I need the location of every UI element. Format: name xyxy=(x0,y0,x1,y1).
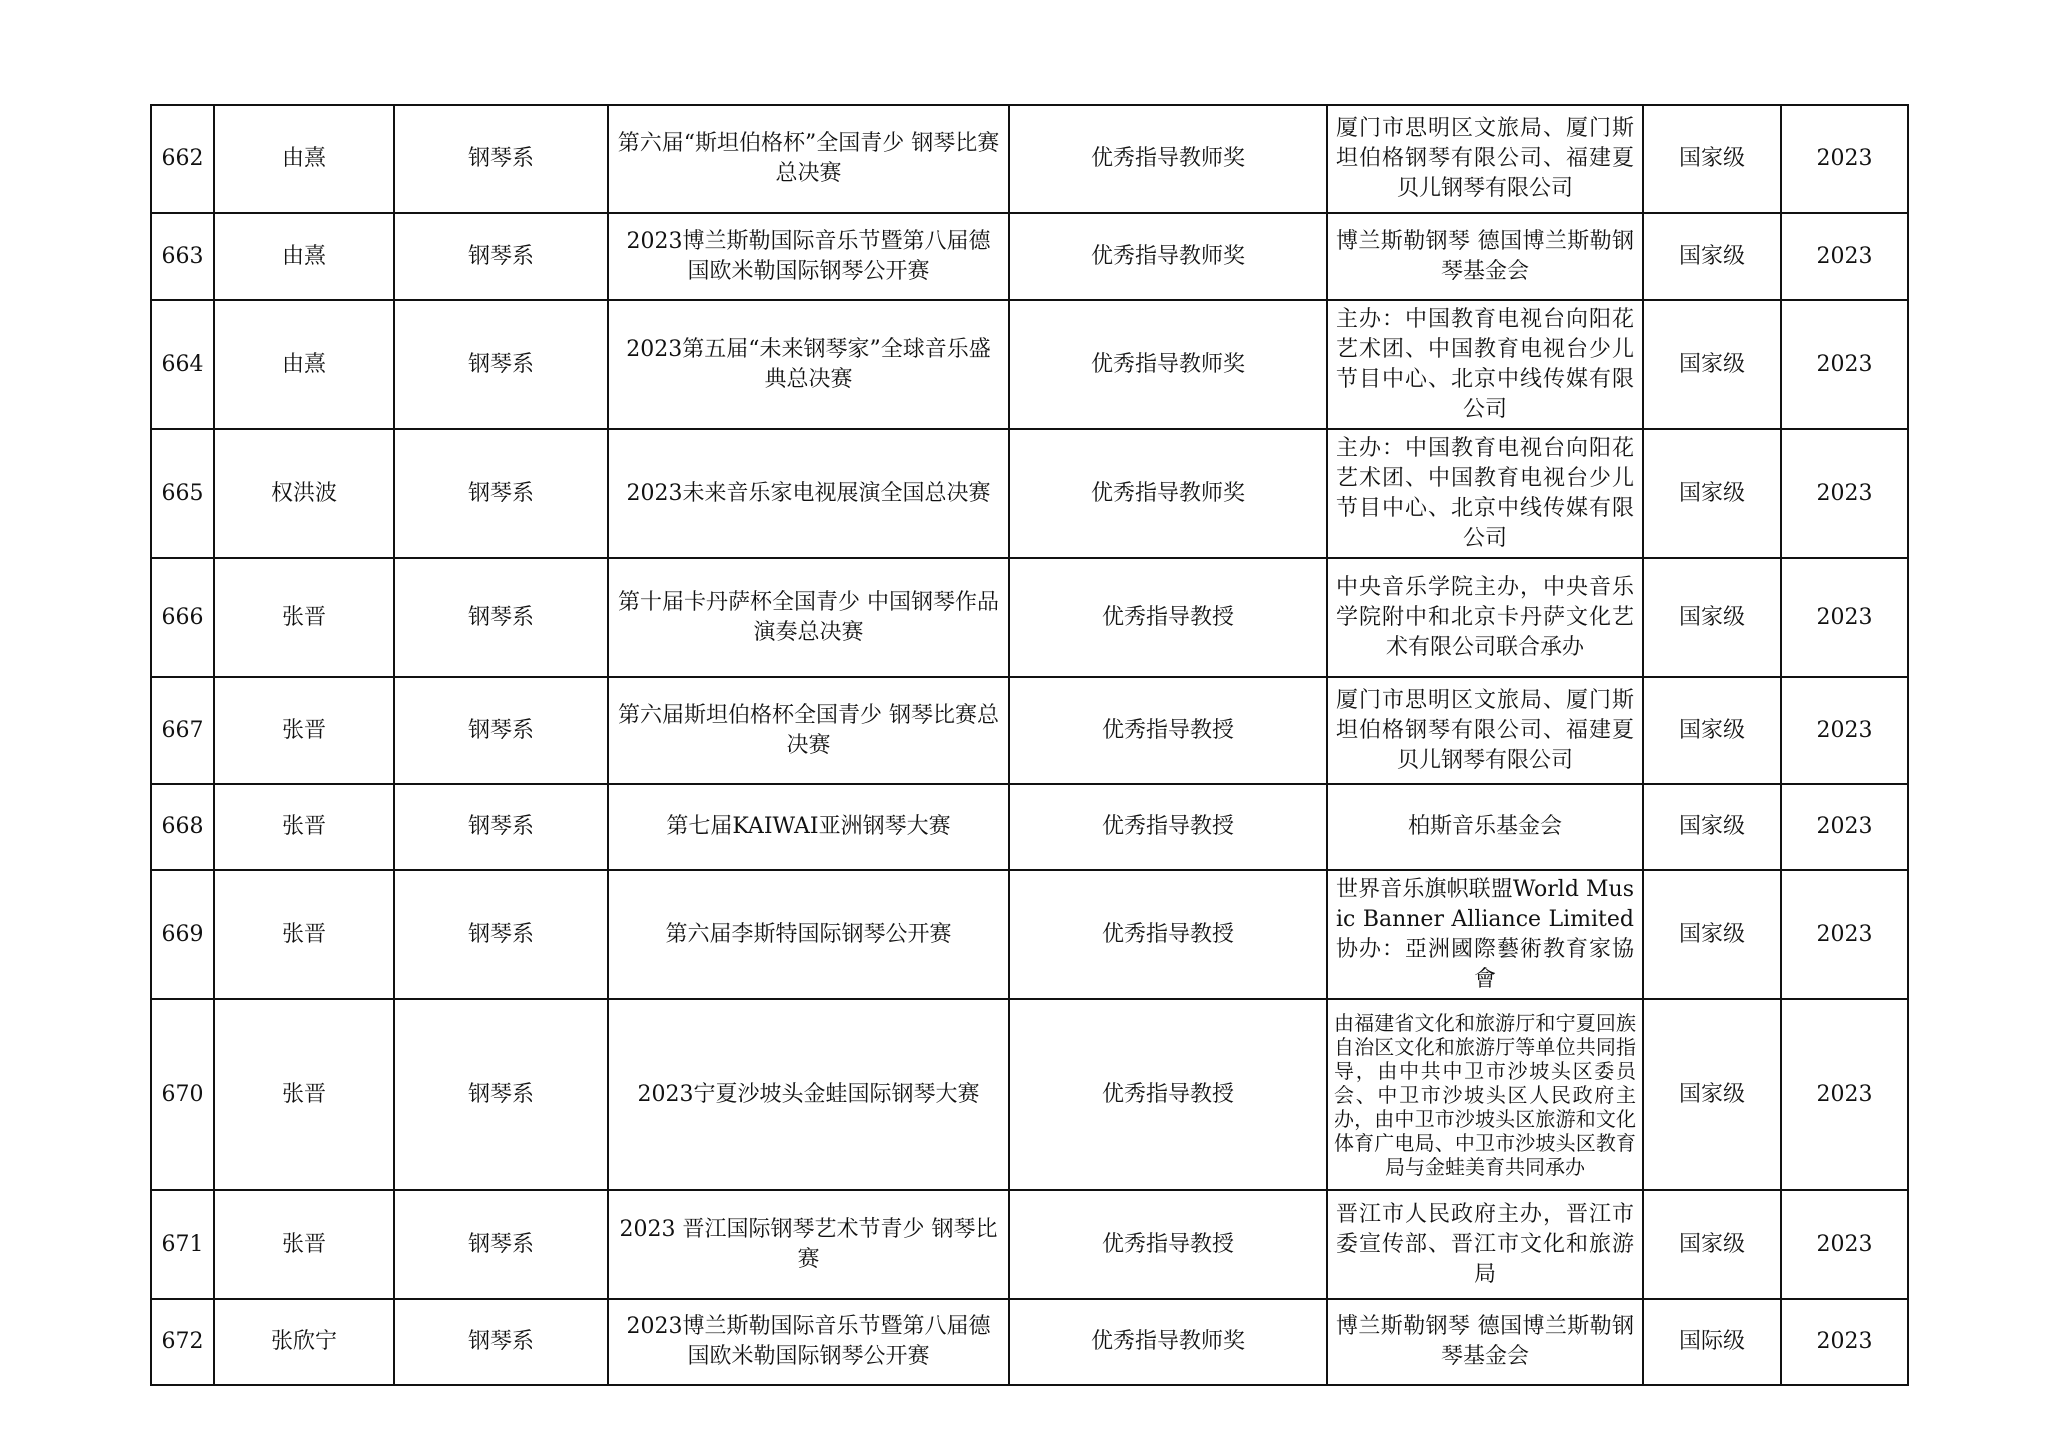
cell-level: 国家级 xyxy=(1643,558,1781,677)
cell-award: 优秀指导教师奖 xyxy=(1009,429,1327,558)
cell-award: 优秀指导教授 xyxy=(1009,1190,1327,1299)
cell-level: 国家级 xyxy=(1643,300,1781,429)
table-row xyxy=(151,784,1908,870)
cell-level: 国家级 xyxy=(1643,677,1781,784)
cell-name: 权洪波 xyxy=(214,429,394,558)
table-row xyxy=(151,105,1908,213)
cell-award: 优秀指导教授 xyxy=(1009,870,1327,999)
cell-dept: 钢琴系 xyxy=(394,558,608,677)
cell-competition: 第六届李斯特国际钢琴公开赛 xyxy=(608,870,1009,999)
cell-level: 国家级 xyxy=(1643,213,1781,300)
table-row xyxy=(151,1299,1908,1385)
cell-name: 由熹 xyxy=(214,105,394,213)
cell-competition: 第六届“斯坦伯格杯”全国青少 钢琴比赛总决赛 xyxy=(608,105,1009,213)
cell-year: 2023 xyxy=(1781,300,1908,429)
cell-no: 671 xyxy=(151,1190,214,1299)
table-row xyxy=(151,870,1908,999)
cell-no: 664 xyxy=(151,300,214,429)
cell-award: 优秀指导教师奖 xyxy=(1009,1299,1327,1385)
cell-year: 2023 xyxy=(1781,105,1908,213)
cell-dept: 钢琴系 xyxy=(394,784,608,870)
cell-year: 2023 xyxy=(1781,870,1908,999)
cell-level: 国家级 xyxy=(1643,105,1781,213)
cell-organizer: 博兰斯勒钢琴 德国博兰斯勒钢琴基金会 xyxy=(1327,213,1643,300)
table-row xyxy=(151,1190,1908,1299)
cell-name: 张欣宁 xyxy=(214,1299,394,1385)
cell-level: 国家级 xyxy=(1643,429,1781,558)
cell-organizer: 世界音乐旗帜联盟World Music Banner Alliance Limited协办：亞洲國際藝術教育家協會 xyxy=(1327,870,1643,999)
cell-year: 2023 xyxy=(1781,558,1908,677)
cell-organizer: 厦门市思明区文旅局、厦门斯坦伯格钢琴有限公司、福建夏贝儿钢琴有限公司 xyxy=(1327,105,1643,213)
cell-level: 国家级 xyxy=(1643,870,1781,999)
cell-award: 优秀指导教授 xyxy=(1009,784,1327,870)
cell-year: 2023 xyxy=(1781,213,1908,300)
cell-organizer: 中央音乐学院主办，中央音乐学院附中和北京卡丹萨文化艺术有限公司联合承办 xyxy=(1327,558,1643,677)
cell-name: 张晋 xyxy=(214,870,394,999)
cell-organizer: 主办：中国教育电视台向阳花艺术团、中国教育电视台少儿节目中心、北京中线传媒有限公司 xyxy=(1327,429,1643,558)
cell-no: 663 xyxy=(151,213,214,300)
cell-no: 662 xyxy=(151,105,214,213)
cell-name: 张晋 xyxy=(214,999,394,1190)
table-row xyxy=(151,429,1908,558)
cell-organizer: 柏斯音乐基金会 xyxy=(1327,784,1643,870)
cell-organizer: 由福建省文化和旅游厅和宁夏回族自治区文化和旅游厅等单位共同指导，由中共中卫市沙坡头区委员会、中卫市沙坡头区人民政府主办，由中卫市沙坡头区旅游和文化体育广电局、中卫市沙坡头区教育局与金蛙美育共同承办 xyxy=(1327,999,1643,1190)
cell-dept: 钢琴系 xyxy=(394,105,608,213)
cell-organizer: 博兰斯勒钢琴 德国博兰斯勒钢琴基金会 xyxy=(1327,1299,1643,1385)
cell-name: 张晋 xyxy=(214,1190,394,1299)
cell-competition: 2023未来音乐家电视展演全国总决赛 xyxy=(608,429,1009,558)
table-row xyxy=(151,213,1908,300)
cell-name: 张晋 xyxy=(214,677,394,784)
cell-competition: 第十届卡丹萨杯全国青少 中国钢琴作品演奏总决赛 xyxy=(608,558,1009,677)
cell-award: 优秀指导教授 xyxy=(1009,999,1327,1190)
cell-level: 国家级 xyxy=(1643,999,1781,1190)
table-row xyxy=(151,677,1908,784)
cell-dept: 钢琴系 xyxy=(394,429,608,558)
cell-name: 由熹 xyxy=(214,300,394,429)
cell-dept: 钢琴系 xyxy=(394,1190,608,1299)
cell-award: 优秀指导教授 xyxy=(1009,558,1327,677)
cell-competition: 2023博兰斯勒国际音乐节暨第八届德国欧米勒国际钢琴公开赛 xyxy=(608,1299,1009,1385)
cell-no: 672 xyxy=(151,1299,214,1385)
cell-year: 2023 xyxy=(1781,429,1908,558)
cell-dept: 钢琴系 xyxy=(394,213,608,300)
cell-no: 665 xyxy=(151,429,214,558)
table-row xyxy=(151,999,1908,1190)
cell-year: 2023 xyxy=(1781,677,1908,784)
cell-competition: 第六届斯坦伯格杯全国青少 钢琴比赛总决赛 xyxy=(608,677,1009,784)
cell-no: 670 xyxy=(151,999,214,1190)
cell-level: 国家级 xyxy=(1643,784,1781,870)
cell-award: 优秀指导教师奖 xyxy=(1009,300,1327,429)
cell-name: 张晋 xyxy=(214,558,394,677)
cell-dept: 钢琴系 xyxy=(394,1299,608,1385)
cell-level: 国际级 xyxy=(1643,1299,1781,1385)
cell-competition: 2023博兰斯勒国际音乐节暨第八届德国欧米勒国际钢琴公开赛 xyxy=(608,213,1009,300)
cell-year: 2023 xyxy=(1781,999,1908,1190)
cell-year: 2023 xyxy=(1781,1299,1908,1385)
cell-year: 2023 xyxy=(1781,1190,1908,1299)
cell-dept: 钢琴系 xyxy=(394,300,608,429)
cell-organizer: 主办：中国教育电视台向阳花艺术团、中国教育电视台少儿节目中心、北京中线传媒有限公司 xyxy=(1327,300,1643,429)
table-row xyxy=(151,300,1908,429)
cell-competition: 2023 晋江国际钢琴艺术节青少 钢琴比赛 xyxy=(608,1190,1009,1299)
cell-name: 由熹 xyxy=(214,213,394,300)
cell-year: 2023 xyxy=(1781,784,1908,870)
cell-competition: 2023第五届“未来钢琴家”全球音乐盛典总决赛 xyxy=(608,300,1009,429)
table-row xyxy=(151,558,1908,677)
cell-award: 优秀指导教授 xyxy=(1009,677,1327,784)
cell-competition: 2023宁夏沙坡头金蛙国际钢琴大赛 xyxy=(608,999,1009,1190)
cell-organizer: 厦门市思明区文旅局、厦门斯坦伯格钢琴有限公司、福建夏贝儿钢琴有限公司 xyxy=(1327,677,1643,784)
cell-no: 668 xyxy=(151,784,214,870)
cell-no: 666 xyxy=(151,558,214,677)
cell-level: 国家级 xyxy=(1643,1190,1781,1299)
cell-organizer: 晋江市人民政府主办，晋江市委宣传部、晋江市文化和旅游局 xyxy=(1327,1190,1643,1299)
cell-no: 669 xyxy=(151,870,214,999)
cell-dept: 钢琴系 xyxy=(394,870,608,999)
award-table xyxy=(150,104,1909,1386)
cell-dept: 钢琴系 xyxy=(394,999,608,1190)
cell-award: 优秀指导教师奖 xyxy=(1009,213,1327,300)
cell-dept: 钢琴系 xyxy=(394,677,608,784)
cell-award: 优秀指导教师奖 xyxy=(1009,105,1327,213)
cell-competition: 第七届KAIWAI亚洲钢琴大赛 xyxy=(608,784,1009,870)
cell-no: 667 xyxy=(151,677,214,784)
cell-name: 张晋 xyxy=(214,784,394,870)
